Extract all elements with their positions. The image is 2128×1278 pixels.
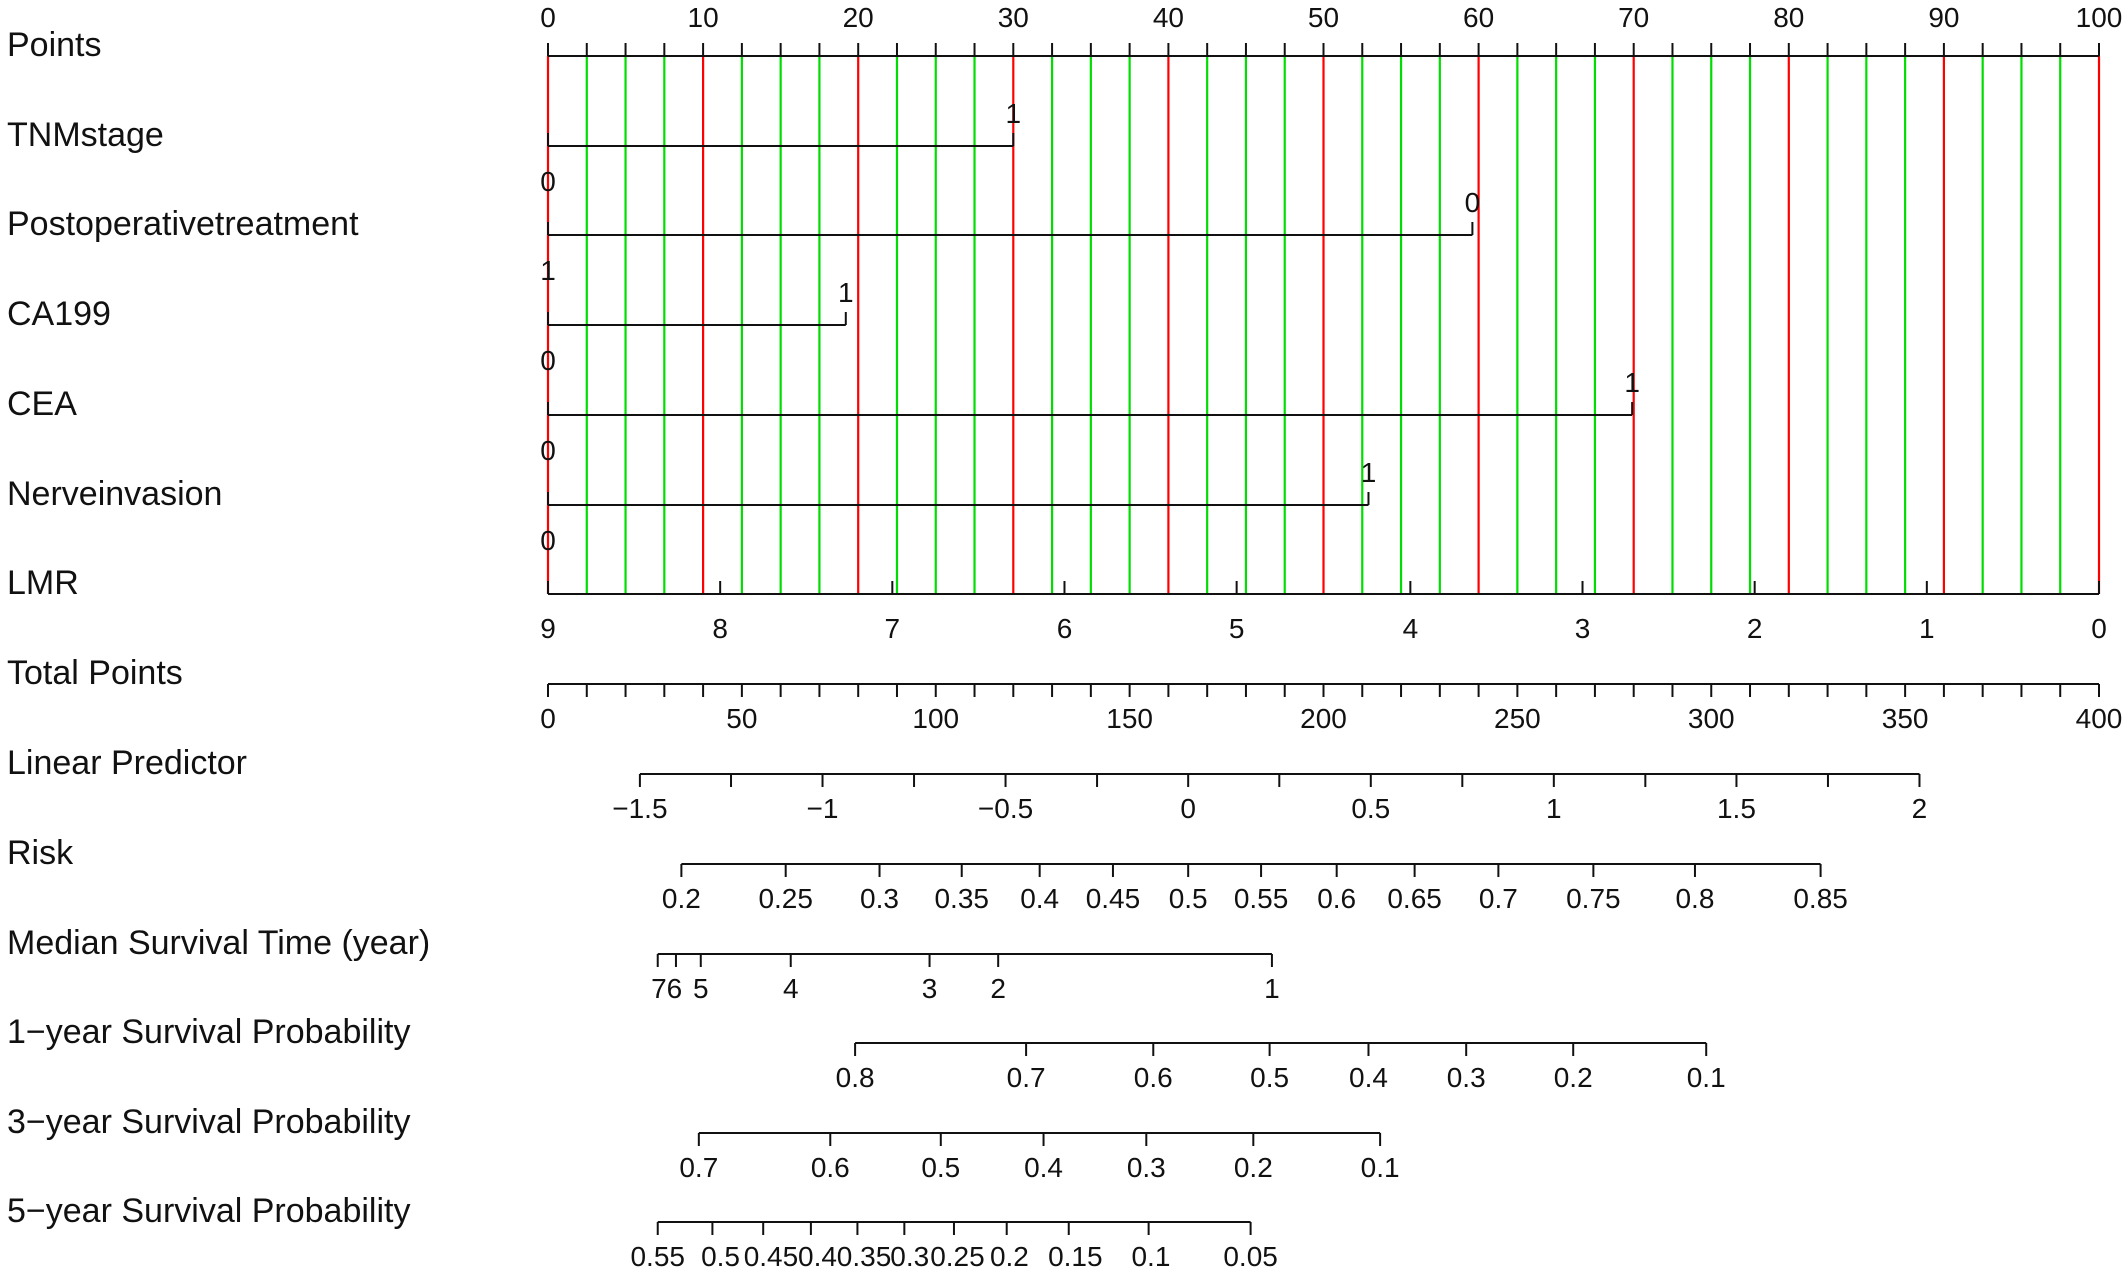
row-label: Linear Predictor xyxy=(7,744,248,782)
points-tick-label: 40 xyxy=(1152,2,1184,33)
outcome-tick-label: −1.5 xyxy=(612,793,668,824)
total-points-tick-label: 0 xyxy=(540,703,556,734)
level-label: 0 xyxy=(540,525,556,556)
outcome-tick-label: 0.3 xyxy=(1126,1152,1166,1183)
row-risk xyxy=(7,834,1848,914)
outcome-tick-label: 0.35 xyxy=(836,1241,892,1272)
outcome-tick-label: 5 xyxy=(692,973,709,1004)
row-label: CEA xyxy=(7,385,77,423)
outcome-tick-label: 0.55 xyxy=(1233,883,1289,914)
total-points-tick-label: 50 xyxy=(726,703,758,734)
total-points-tick-label: 350 xyxy=(1881,703,1929,734)
outcome-tick-label: 0.35 xyxy=(934,883,989,914)
outcome-tick-label: 0.5 xyxy=(1351,793,1391,824)
outcome-tick-label: 0.65 xyxy=(1387,883,1442,914)
outcome-tick-label: 0.85 xyxy=(1793,883,1848,914)
level-label: 1 xyxy=(1624,367,1640,398)
lmr-tick-label: 9 xyxy=(540,613,556,644)
row-label: Risk xyxy=(7,834,74,872)
row-1-year-survival-probability xyxy=(7,1013,1726,1093)
lmr-tick-label: 3 xyxy=(1574,613,1591,644)
outcome-tick-label: 0.3 xyxy=(1446,1062,1486,1093)
row-label: 3−year Survival Probability xyxy=(7,1103,411,1141)
points-tick-label: 80 xyxy=(1773,2,1805,33)
outcome-tick-label: 0.7 xyxy=(679,1152,719,1183)
outcome-tick-label: 2 xyxy=(990,973,1006,1004)
row-label: TNMstage xyxy=(7,116,164,154)
outcome-tick-label: 0.15 xyxy=(1048,1241,1103,1272)
outcome-tick-label: 0 xyxy=(1180,793,1196,824)
row-median-survival-time-year- xyxy=(7,924,1280,1004)
row-label: CA199 xyxy=(7,295,111,333)
row-lmr xyxy=(7,564,2107,644)
level-label: 1 xyxy=(838,277,854,308)
level-label: 1 xyxy=(540,255,556,286)
outcome-tick-label: 0.75 xyxy=(1566,883,1621,914)
lmr-tick-label: 1 xyxy=(1919,613,1935,644)
row-5-year-survival-probability xyxy=(7,1192,1278,1272)
total-points-tick-label: 400 xyxy=(2075,703,2123,734)
outcome-tick-label: 2 xyxy=(1911,793,1928,824)
level-label: 1 xyxy=(1360,457,1377,488)
outcome-tick-label: 0.8 xyxy=(835,1062,875,1093)
row-3-year-survival-probability xyxy=(7,1103,1400,1183)
row-postoperativetreatment xyxy=(7,187,1480,286)
outcome-tick-label: 0.8 xyxy=(1675,883,1715,914)
level-label: 0 xyxy=(1464,187,1481,218)
row-label: Total Points xyxy=(7,654,183,692)
total-points-tick-label: 250 xyxy=(1494,703,1541,734)
total-points-tick-label: 150 xyxy=(1106,703,1153,734)
outcome-tick-label: 1 xyxy=(1546,793,1562,824)
row-cea xyxy=(7,367,1640,466)
lmr-tick-label: 8 xyxy=(712,613,728,644)
row-label: Postoperativetreatment xyxy=(7,205,359,243)
outcome-tick-label: 0.45 xyxy=(1085,883,1141,914)
lmr-tick-label: 4 xyxy=(1402,613,1419,644)
outcome-tick-label: 0.4 xyxy=(1349,1062,1388,1093)
outcome-tick-label: 0.25 xyxy=(930,1241,985,1272)
total-points-tick-label: 100 xyxy=(912,703,960,734)
outcome-tick-label: 0.5 xyxy=(921,1152,961,1183)
outcome-tick-label: 0.55 xyxy=(630,1241,685,1272)
outcome-tick-label: 0.2 xyxy=(1233,1152,1273,1183)
points-tick-label: 100 xyxy=(2075,2,2123,33)
outcome-tick-label: 0.45 xyxy=(743,1241,799,1272)
points-tick-label: 70 xyxy=(1618,2,1650,33)
total-points-tick-label: 300 xyxy=(1687,703,1735,734)
outcome-tick-label: 3 xyxy=(921,973,938,1004)
outcome-tick-label: 0.5 xyxy=(701,1241,741,1272)
outcome-tick-label: 0.2 xyxy=(661,883,701,914)
outcome-tick-label: 1.5 xyxy=(1716,793,1756,824)
outcome-tick-label: 0.2 xyxy=(1553,1062,1593,1093)
level-label: 0 xyxy=(540,435,556,466)
row-points xyxy=(7,2,2122,64)
outcome-tick-label: 0.1 xyxy=(1360,1152,1400,1183)
points-tick-label: 50 xyxy=(1307,2,1340,33)
outcome-tick-label: 0.6 xyxy=(1317,883,1357,914)
total-points-tick-label: 200 xyxy=(1300,703,1347,734)
outcome-tick-label: 1 xyxy=(1264,973,1280,1004)
outcome-tick-label: 0.3 xyxy=(890,1241,930,1272)
row-label: 5−year Survival Probability xyxy=(7,1192,411,1230)
row-linear-predictor xyxy=(7,744,1927,824)
outcome-tick-label: 0.6 xyxy=(1133,1062,1173,1093)
points-tick-label: 10 xyxy=(687,2,719,33)
outcome-tick-label: 0.7 xyxy=(1006,1062,1046,1093)
row-label: Median Survival Time (year) xyxy=(7,924,431,962)
outcome-tick-label: 0.05 xyxy=(1223,1241,1278,1272)
outcome-tick-label: −0.5 xyxy=(977,793,1034,824)
row-label: LMR xyxy=(7,564,79,602)
outcome-tick-label: 0.4 xyxy=(798,1241,837,1272)
outcome-tick-label: 0.3 xyxy=(860,883,899,914)
points-tick-label: 90 xyxy=(1928,2,1960,33)
outcome-tick-label: 0.1 xyxy=(1686,1062,1726,1093)
outcome-tick-label: 4 xyxy=(782,973,799,1004)
row-tnmstage xyxy=(7,98,1021,197)
points-tick-label: 60 xyxy=(1463,2,1495,33)
lmr-tick-label: 5 xyxy=(1228,613,1245,644)
outcome-tick-label: 0.5 xyxy=(1250,1062,1290,1093)
outcome-tick-label: −1 xyxy=(806,793,839,824)
axes xyxy=(7,2,2122,1272)
outcome-tick-label: 0.7 xyxy=(1478,883,1518,914)
row-label: Nerveinvasion xyxy=(7,475,223,513)
row-total-points xyxy=(7,654,2122,734)
level-label: 0 xyxy=(540,345,556,376)
outcome-tick-label: 0.1 xyxy=(1131,1241,1171,1272)
lmr-tick-label: 6 xyxy=(1056,613,1073,644)
lmr-tick-label: 0 xyxy=(2091,613,2107,644)
outcome-tick-label: 0.25 xyxy=(758,883,813,914)
row-ca199 xyxy=(7,277,854,376)
outcome-tick-label: 76 xyxy=(651,973,683,1004)
outcome-tick-label: 0.4 xyxy=(1024,1152,1064,1183)
lmr-tick-label: 2 xyxy=(1746,613,1763,644)
row-label: 1−year Survival Probability xyxy=(7,1013,411,1051)
points-tick-label: 20 xyxy=(842,2,874,33)
points-tick-label: 30 xyxy=(997,2,1029,33)
lmr-tick-label: 7 xyxy=(884,613,901,644)
row-label: Points xyxy=(7,26,102,64)
outcome-tick-label: 0.2 xyxy=(989,1241,1029,1272)
row-nerveinvasion xyxy=(7,457,1376,556)
outcome-tick-label: 0.4 xyxy=(1020,883,1060,914)
level-label: 1 xyxy=(1005,98,1022,129)
outcome-tick-label: 0.5 xyxy=(1168,883,1208,914)
points-tick-label: 0 xyxy=(540,2,556,33)
level-label: 0 xyxy=(540,166,556,197)
outcome-tick-label: 0.6 xyxy=(810,1152,850,1183)
